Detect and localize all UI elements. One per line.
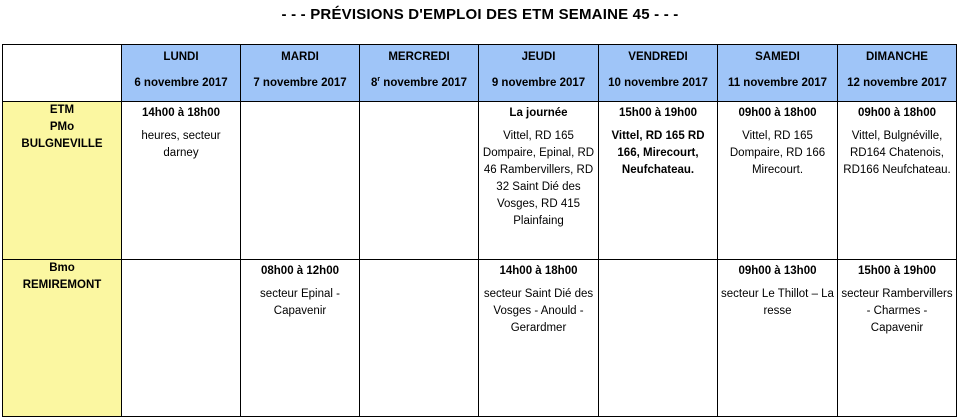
time-slot: 15h00 à 19h00 bbox=[857, 265, 936, 277]
schedule-cell bbox=[241, 260, 360, 417]
team-row-remiremont bbox=[3, 260, 957, 417]
day-name: JEUDI bbox=[521, 51, 556, 63]
day-date: 7 novembre 2017 bbox=[253, 77, 347, 89]
sector-text: secteur Epinal - Capavenir bbox=[260, 288, 340, 317]
day-header-lundi bbox=[122, 45, 241, 102]
team-cell: Bmo REMIREMONT bbox=[3, 260, 122, 417]
schedule-cell bbox=[360, 260, 479, 417]
sector-text: secteur Saint Dié des Vosges - Anould - Gerardmer bbox=[483, 288, 594, 334]
schedule-cell bbox=[479, 102, 599, 260]
time-slot: 14h00 à 18h00 bbox=[141, 107, 220, 119]
sector-text: secteur Rambervillers - Charmes - Capavenir bbox=[841, 288, 953, 334]
day-date: 6 novembre 2017 bbox=[134, 77, 228, 89]
schedule-cell bbox=[838, 260, 957, 417]
schedule-cell bbox=[599, 102, 718, 260]
schedule-cell bbox=[599, 260, 718, 417]
day-header-mardi bbox=[241, 45, 360, 102]
time-slot: 09h00 à 18h00 bbox=[857, 107, 936, 119]
time-slot: 14h00 à 18h00 bbox=[499, 265, 578, 277]
day-header-vendredi bbox=[599, 45, 718, 102]
page-title: - - - PRÉVISIONS D'EMPLOI DES ETM SEMAINE 45 - - - bbox=[281, 6, 679, 23]
schedule-table bbox=[2, 44, 957, 417]
day-name: LUNDI bbox=[163, 51, 199, 63]
day-header-samedi bbox=[718, 45, 838, 102]
time-slot: 09h00 à 13h00 bbox=[738, 265, 817, 277]
time-slot: 09h00 à 18h00 bbox=[738, 107, 817, 119]
time-slot: 08h00 à 12h00 bbox=[260, 265, 339, 277]
sector-text: Vittel, RD 165 RD 166, Mirecourt, Neufchateau. bbox=[611, 130, 705, 176]
team-row-bulgneville bbox=[3, 102, 957, 260]
day-header-dimanche bbox=[838, 45, 957, 102]
corner-cell bbox=[3, 45, 122, 102]
day-name: DIMANCHE bbox=[866, 51, 928, 63]
sector-text: Vittel, Bulgnéville, RD164 Chatenois, RD166 Neufchateau. bbox=[843, 130, 951, 176]
schedule-cell bbox=[838, 102, 957, 260]
day-name: MARDI bbox=[281, 51, 319, 63]
sector-text: Vittel, RD 165 Dompaire, RD 166 Mirecourt. bbox=[729, 130, 826, 176]
day-date: 8$^r$ novembre 2017 bbox=[370, 76, 468, 89]
time-slot: 15h00 à 19h00 bbox=[618, 107, 697, 119]
day-name: SAMEDI bbox=[755, 51, 800, 63]
day-date: 10 novembre 2017 bbox=[608, 77, 708, 89]
schedule-cell bbox=[122, 102, 241, 260]
day-name: MERCREDI bbox=[388, 51, 450, 63]
schedule-cell bbox=[718, 260, 838, 417]
schedule-cell bbox=[479, 260, 599, 417]
day-date: 11 novembre 2017 bbox=[727, 77, 828, 89]
schedule-cell bbox=[241, 102, 360, 260]
header-row bbox=[3, 45, 957, 102]
day-date: 9 novembre 2017 bbox=[491, 77, 586, 89]
schedule-cell bbox=[122, 260, 241, 417]
time-slot: La journée bbox=[509, 107, 568, 119]
day-date: 12 novembre 2017 bbox=[847, 77, 947, 89]
day-header-mercredi bbox=[360, 45, 479, 102]
sector-text: Vittel, RD 165 Dompaire, Epinal, RD 46 Rambervillers, RD 32 Saint Dié des Vosges, RD 415 Plainfaing bbox=[482, 130, 595, 227]
schedule-cell bbox=[360, 102, 479, 260]
day-name: VENDREDI bbox=[628, 51, 688, 63]
sector-text: heures, secteur darney bbox=[141, 130, 221, 159]
sector-text: secteur Le Thillot – La resse bbox=[721, 288, 834, 317]
team-cell: ETM PMo BULGNEVILLE bbox=[3, 102, 122, 260]
schedule-cell bbox=[718, 102, 838, 260]
day-header-jeudi bbox=[479, 45, 599, 102]
